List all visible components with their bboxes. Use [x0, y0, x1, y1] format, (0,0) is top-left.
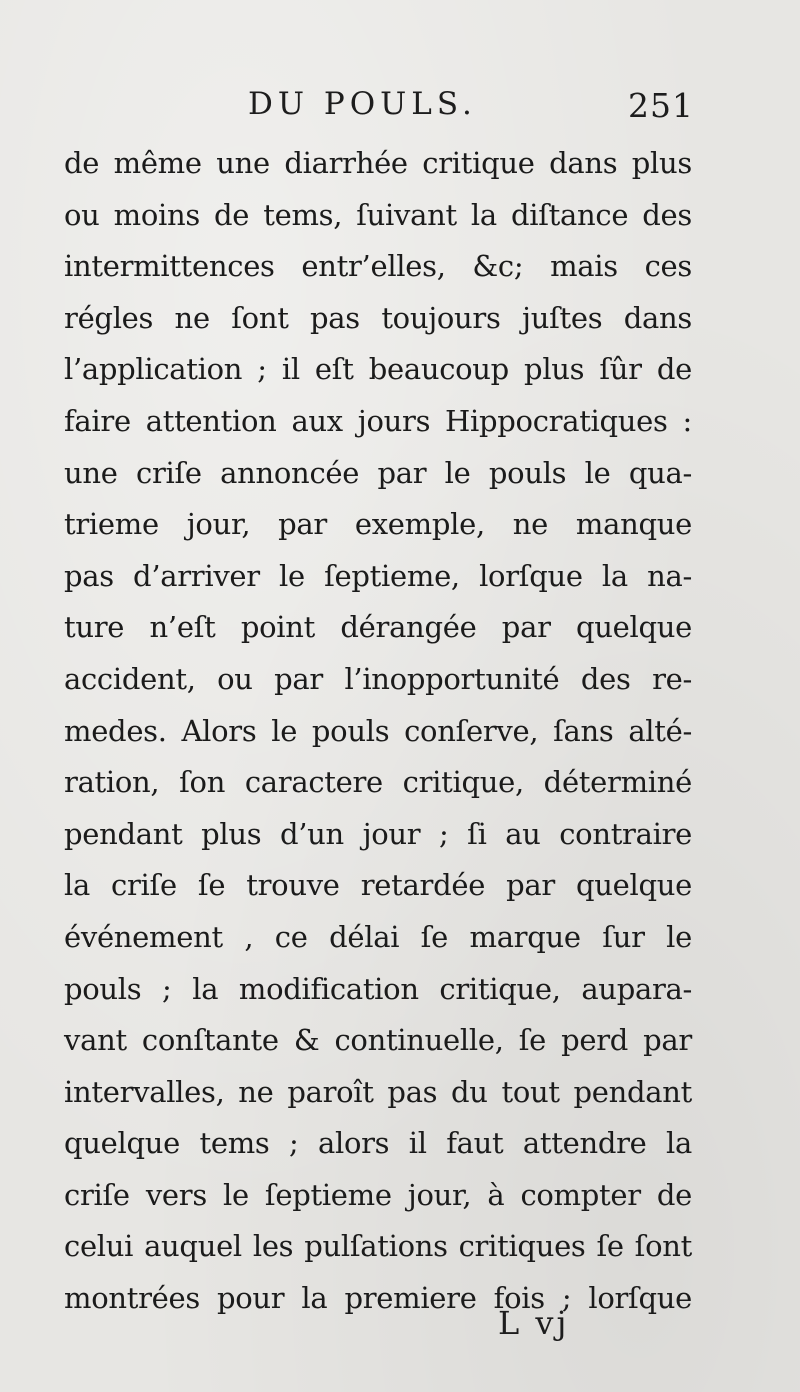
text-line: intermittences entr’elles, &c; mais ces: [64, 249, 692, 284]
text-line: pouls ; la modification critique, aupara-: [64, 971, 692, 1006]
text-line: vant conſtante & continuelle, ſe perd par: [64, 1023, 692, 1058]
text-line: medes. Alors le pouls conſerve, ſans alté-: [64, 713, 692, 748]
body-text: [64, 138, 692, 1325]
text-line: trieme jour, par exemple, ne manque: [64, 507, 692, 542]
text-line: ou moins de tems, ſuivant la diſtance des: [64, 197, 692, 232]
page-header: [0, 86, 800, 136]
text-line: faire attention aux jours Hippocratiques :: [64, 403, 692, 438]
text-line: ration, ſon caractere critique, déterminé: [64, 765, 692, 800]
text-line: ture n’eſt point dérangée par quelque: [64, 610, 692, 645]
running-title: DU POULS.: [248, 86, 477, 122]
text-line: intervalles, ne paroît pas du tout pendant: [64, 1074, 692, 1109]
text-line: montrées pour la premiere fois ; lorſque: [64, 1281, 692, 1316]
text-line: pas d’arriver le ſeptieme, lorſque la na-: [64, 558, 692, 593]
text-line: une criſe annoncée par le pouls le qua-: [64, 455, 692, 490]
page-number: 251: [628, 86, 694, 125]
text-line: quelque tems ; alors il faut attendre la: [64, 1126, 692, 1161]
text-line: régles ne ſont pas toujours juſtes dans: [64, 300, 692, 335]
text-line: événement , ce délai ſe marque ſur le: [64, 919, 692, 954]
text-line: pendant plus d’un jour ; ſi au contraire: [64, 816, 692, 851]
text-line: de même une diarrhée critique dans plus: [64, 146, 692, 180]
text-line: accident, ou par l’inopportunité des re-: [64, 661, 692, 696]
text-line: l’application ; il eſt beaucoup plus ſûr de: [64, 352, 692, 387]
signature-mark: L vj: [498, 1304, 570, 1342]
text-line: celui auquel les pulſations critiques ſe ſont: [64, 1229, 692, 1264]
text-line: la criſe ſe trouve retardée par quelque: [64, 868, 692, 903]
text-line: criſe vers le ſeptieme jour, à compter de: [64, 1177, 692, 1212]
